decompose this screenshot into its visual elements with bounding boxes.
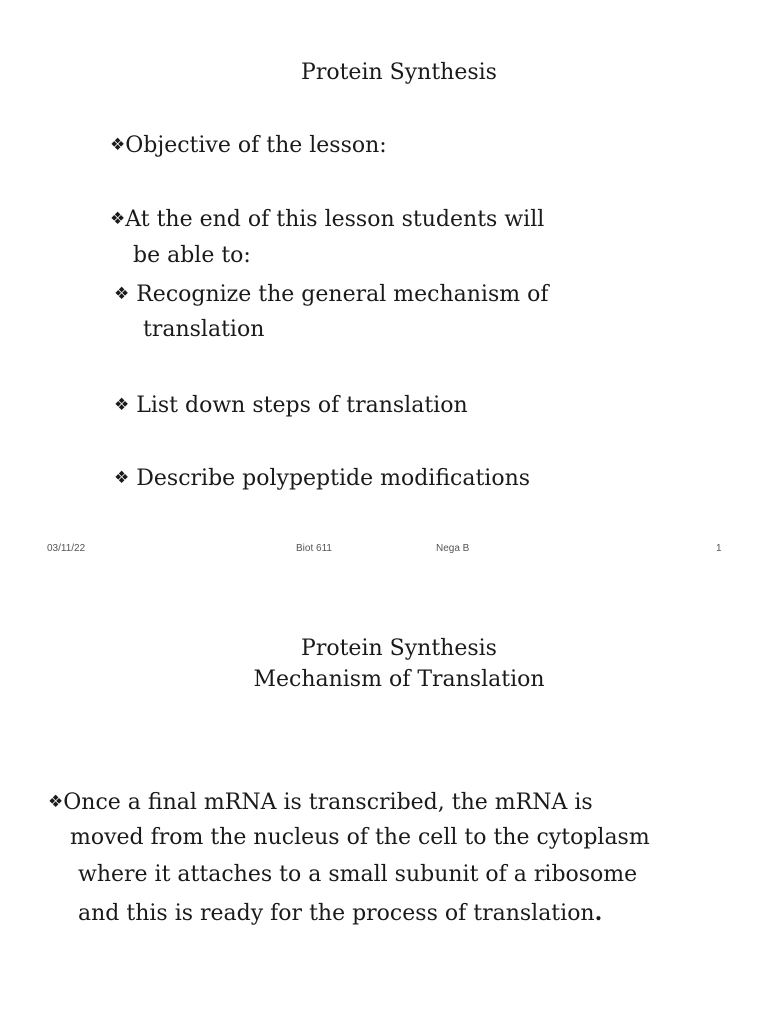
bullet-icon: ❖ — [110, 209, 126, 229]
paragraph-line-1 — [48, 787, 593, 818]
footer-author: Nega B — [436, 543, 470, 554]
objective-text: Objective of the lesson: — [125, 133, 387, 158]
intro-line-2: be able to: — [133, 243, 251, 268]
objective-item-1-text: Recognize the general mechanism of — [129, 282, 549, 307]
footer-course: Biot 611 — [296, 543, 332, 554]
slide1-title: Protein Synthesis — [301, 60, 497, 85]
slide2-title: Protein Synthesis — [301, 636, 497, 661]
bullet-icon: ❖ — [114, 284, 130, 304]
objective-item-2-text: List down steps of translation — [129, 393, 468, 418]
objective-item-1-cont: translation — [143, 317, 265, 342]
paragraph-text-4: and this is ready for the process of translation — [78, 901, 595, 926]
intro-text-1: At the end of this lesson students will — [125, 207, 545, 232]
paragraph-line-3: where it attaches to a small subunit of a ribosome — [78, 862, 638, 887]
intro-line-1 — [110, 204, 544, 235]
paragraph-text-1: Once a final mRNA is transcribed, the mRNA is — [63, 790, 593, 815]
bullet-icon: ❖ — [110, 135, 126, 155]
objective-item-1 — [114, 279, 549, 310]
slide2-subtitle: Mechanism of Translation — [253, 667, 545, 692]
paragraph-period: . — [594, 900, 603, 926]
objective-heading — [110, 130, 387, 161]
footer-date: 03/11/22 — [47, 543, 86, 554]
bullet-icon: ❖ — [114, 395, 130, 415]
footer-page-number: 1 — [716, 543, 722, 554]
bullet-icon: ❖ — [114, 468, 130, 488]
paragraph-line-2: moved from the nucleus of the cell to the cytoplasm — [70, 825, 650, 850]
paragraph-line-4 — [78, 898, 602, 929]
objective-item-3 — [114, 463, 530, 494]
objective-item-3-text: Describe polypeptide modifications — [129, 466, 531, 491]
objective-item-2 — [114, 390, 468, 421]
bullet-icon: ❖ — [48, 792, 64, 812]
